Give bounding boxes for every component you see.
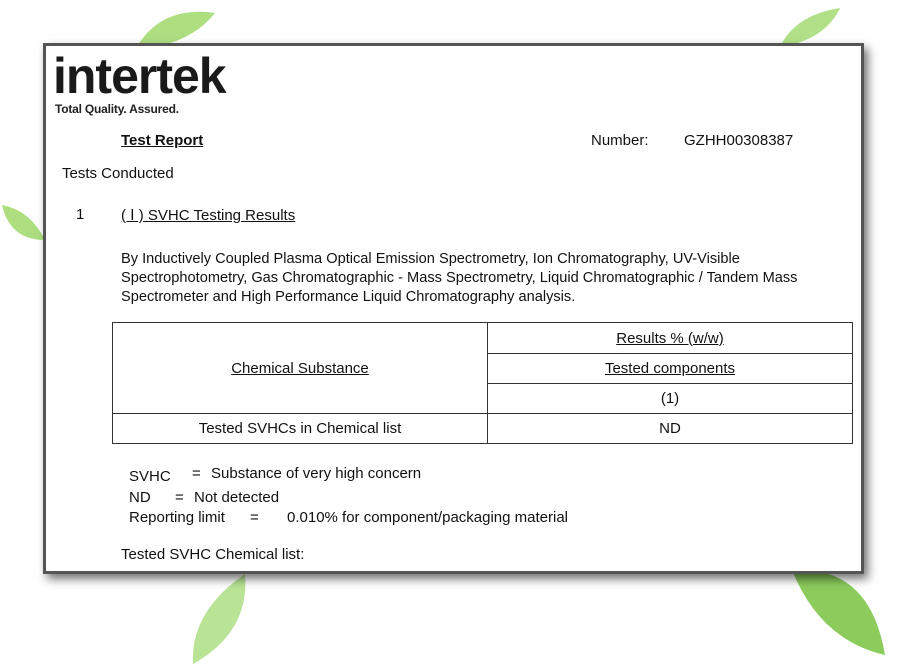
component-index-header: (1) — [488, 384, 853, 414]
logo-tagline: Total Quality. Assured. — [55, 102, 179, 116]
legend-nd-def: Not detected — [194, 489, 280, 506]
report-number: GZHH00308387 — [684, 132, 794, 149]
legend-svhc-abbr: SVHC — [129, 468, 171, 485]
chemical-substance-label: Chemical Substance — [231, 359, 369, 377]
section-subtitle: ( Ⅰ ) SVHC Testing Results — [121, 207, 296, 224]
section-index: 1 — [76, 206, 85, 223]
number-label: Number: — [591, 132, 649, 149]
table-row-value: ND — [488, 414, 853, 444]
leaf-decoration — [185, 572, 255, 667]
chemical-substance-header — [113, 323, 488, 414]
tested-components-header — [488, 354, 853, 384]
logo-wordmark: intertek — [53, 48, 226, 104]
legend-svhc-def: Substance of very high concern — [211, 465, 422, 482]
results-header — [488, 323, 853, 354]
legend-nd-eq: = — [175, 489, 184, 506]
report-title: Test Report — [121, 132, 204, 149]
legend-svhc-eq: = — [192, 465, 201, 482]
results-table — [112, 322, 853, 444]
legend-rl-abbr: Reporting limit — [129, 509, 225, 526]
legend-rl-def: 0.010% for component/packaging material — [287, 509, 569, 526]
section-heading: Tests Conducted — [62, 165, 174, 182]
leaf-decoration — [790, 560, 890, 660]
method-description: By Inductively Coupled Plasma Optical Emission Spectrometry, Ion Chromatography, UV-Visible Spectrophotometry, Gas Chromatographic - Mass Spectrometry, Liquid Chromatographic / Tandem Mass Spectrometer and High Performance Liquid Chromatography analysis. — [121, 251, 798, 305]
test-report-document — [43, 43, 864, 574]
table-row-label: Tested SVHCs in Chemical list — [113, 414, 488, 444]
results-label: Results % (w/w) — [616, 329, 724, 347]
svhc-list-heading: Tested SVHC Chemical list: — [121, 546, 305, 563]
tested-components-label: Tested components — [604, 360, 736, 377]
legend-nd-abbr: ND — [129, 489, 151, 506]
legend-rl-eq: = — [250, 509, 259, 526]
